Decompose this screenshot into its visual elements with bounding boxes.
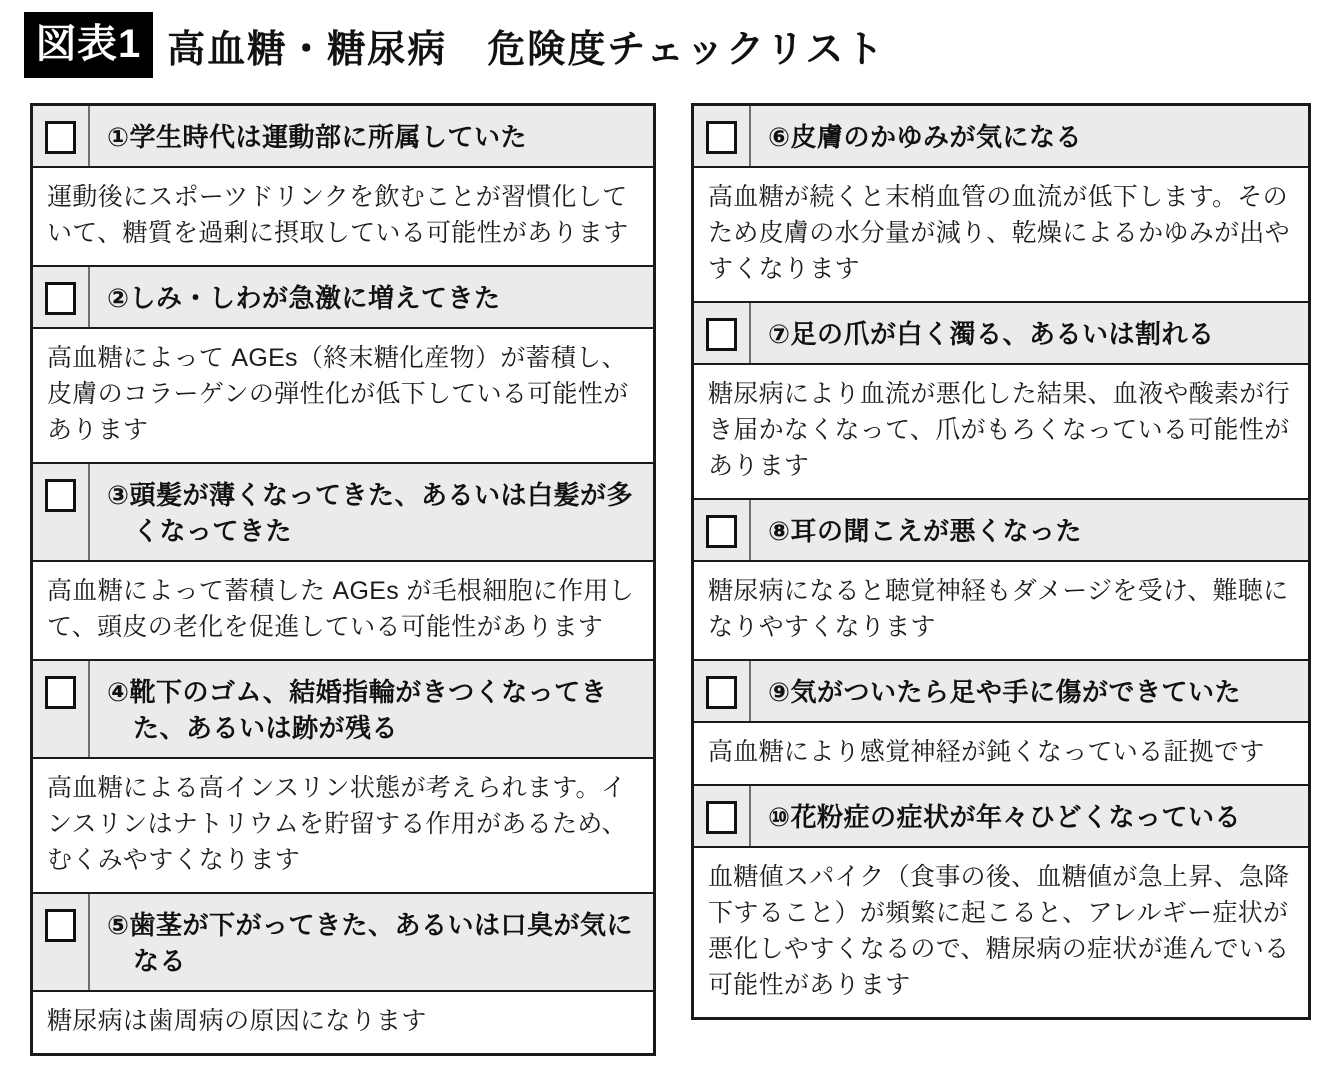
checklist-item (33, 267, 653, 464)
checklist-statement: ③頭髪が薄くなってきた、あるいは白髪が多くなってきた (107, 480, 634, 546)
checklist-statement: ⑥皮膚のかゆみが気になる (768, 122, 1083, 152)
checklist-column-right (691, 103, 1311, 1020)
checkbox[interactable] (706, 318, 737, 351)
checklist-explanation: 高血糖が続くと末梢血管の血流が低下します。そのため皮膚の水分量が減り、乾燥によるかゆみが出やすくなります (708, 183, 1290, 283)
checkbox-cell (33, 894, 90, 990)
checklist-explanation: 糖尿病になると聴覚神経もダメージを受け、難聴になりやすくなります (708, 577, 1289, 641)
checkbox-cell (694, 661, 751, 721)
figure-tag: 図表1 (24, 12, 153, 78)
checklist-item-header (694, 786, 1308, 848)
checkbox[interactable] (706, 515, 737, 548)
checkbox-cell (33, 106, 90, 166)
checklist-statement: ⑤歯茎が下がってきた、あるいは口臭が気になる (107, 910, 634, 976)
checklist-item (694, 303, 1308, 500)
checkbox-cell (33, 267, 90, 327)
checklist-explanation: 高血糖により感覚神経が鈍くなっている証拠です (708, 738, 1265, 766)
checklist-explanation: 高血糖によって AGEs（終末糖化産物）が蓄積し、皮膚のコラーゲンの弾性化が低下している可能性があります (47, 344, 629, 444)
checklist-statement: ⑩花粉症の症状が年々ひどくなっている (768, 802, 1242, 832)
title-row (24, 12, 1316, 78)
checklist-item (33, 894, 653, 1053)
checklist-item-header (33, 464, 653, 562)
checklist-statement: ⑦足の爪が白く濁る、あるいは割れる (768, 319, 1215, 349)
checklist-column-left (30, 103, 656, 1056)
checkbox[interactable] (706, 676, 737, 709)
checklist-item (694, 786, 1308, 1017)
checkbox[interactable] (45, 909, 76, 942)
checklist-explanation: 糖尿病は歯周病の原因になります (47, 1007, 427, 1035)
checklist-item-header (33, 661, 653, 759)
checklist-item (694, 106, 1308, 303)
checklist-statement: ⑨気がついたら足や手に傷ができていた (768, 677, 1242, 707)
checklist-statement: ⑧耳の聞こえが悪くなった (768, 516, 1083, 546)
checkbox[interactable] (45, 479, 76, 512)
checklist-item-header (694, 661, 1308, 723)
checkbox[interactable] (706, 121, 737, 154)
checkbox-cell (33, 464, 90, 560)
page-title: 高血糖・糖尿病 危険度チェックリスト (167, 28, 886, 71)
checklist-item (33, 106, 653, 267)
checkbox-cell (694, 500, 751, 560)
checkbox[interactable] (45, 282, 76, 315)
checklist-item-header (33, 106, 653, 168)
checkbox-cell (694, 106, 751, 166)
checklist-explanation: 血糖値スパイク（食事の後、血糖値が急上昇、急降下すること）が頻繁に起こると、アレルギー症状が悪化しやすくなるので、糖尿病の症状が進んでいる可能性があります (708, 863, 1290, 999)
checkbox[interactable] (45, 676, 76, 709)
checklist-item-header (694, 303, 1308, 365)
checklist-explanation: 運動後にスポーツドリンクを飲むことが習慣化していて、糖質を過剰に摂取している可能性があります (47, 183, 629, 247)
checklist-statement: ②しみ・しわが急激に増えてきた (107, 283, 501, 313)
checklist-item-header (33, 267, 653, 329)
checklist-item (694, 500, 1308, 661)
checklist-item-header (33, 894, 653, 992)
checklist (30, 103, 1311, 1056)
checkbox-cell (694, 303, 751, 363)
checklist-explanation: 糖尿病により血流が悪化した結果、血液や酸素が行き届かなくなって、爪がもろくなっている可能性があります (708, 380, 1290, 480)
checklist-statement: ④靴下のゴム、結婚指輪がきつくなってきた、あるいは跡が残る (107, 677, 608, 743)
checklist-explanation: 高血糖によって蓄積した AGEs が毛根細胞に作用して、頭皮の老化を促進している可能性があります (47, 577, 634, 641)
checklist-item-header (694, 106, 1308, 168)
checkbox-cell (694, 786, 751, 846)
checkbox[interactable] (706, 801, 737, 834)
checklist-item (33, 661, 653, 894)
checklist-item-header (694, 500, 1308, 562)
checklist-item (33, 464, 653, 661)
checklist-explanation: 高血糖による高インスリン状態が考えられます。インスリンはナトリウムを貯留する作用があるため、むくみやすくなります (47, 774, 627, 874)
checkbox-cell (33, 661, 90, 757)
checklist-item (694, 661, 1308, 786)
checkbox[interactable] (45, 121, 76, 154)
checklist-statement: ①学生時代は運動部に所属していた (107, 122, 528, 152)
